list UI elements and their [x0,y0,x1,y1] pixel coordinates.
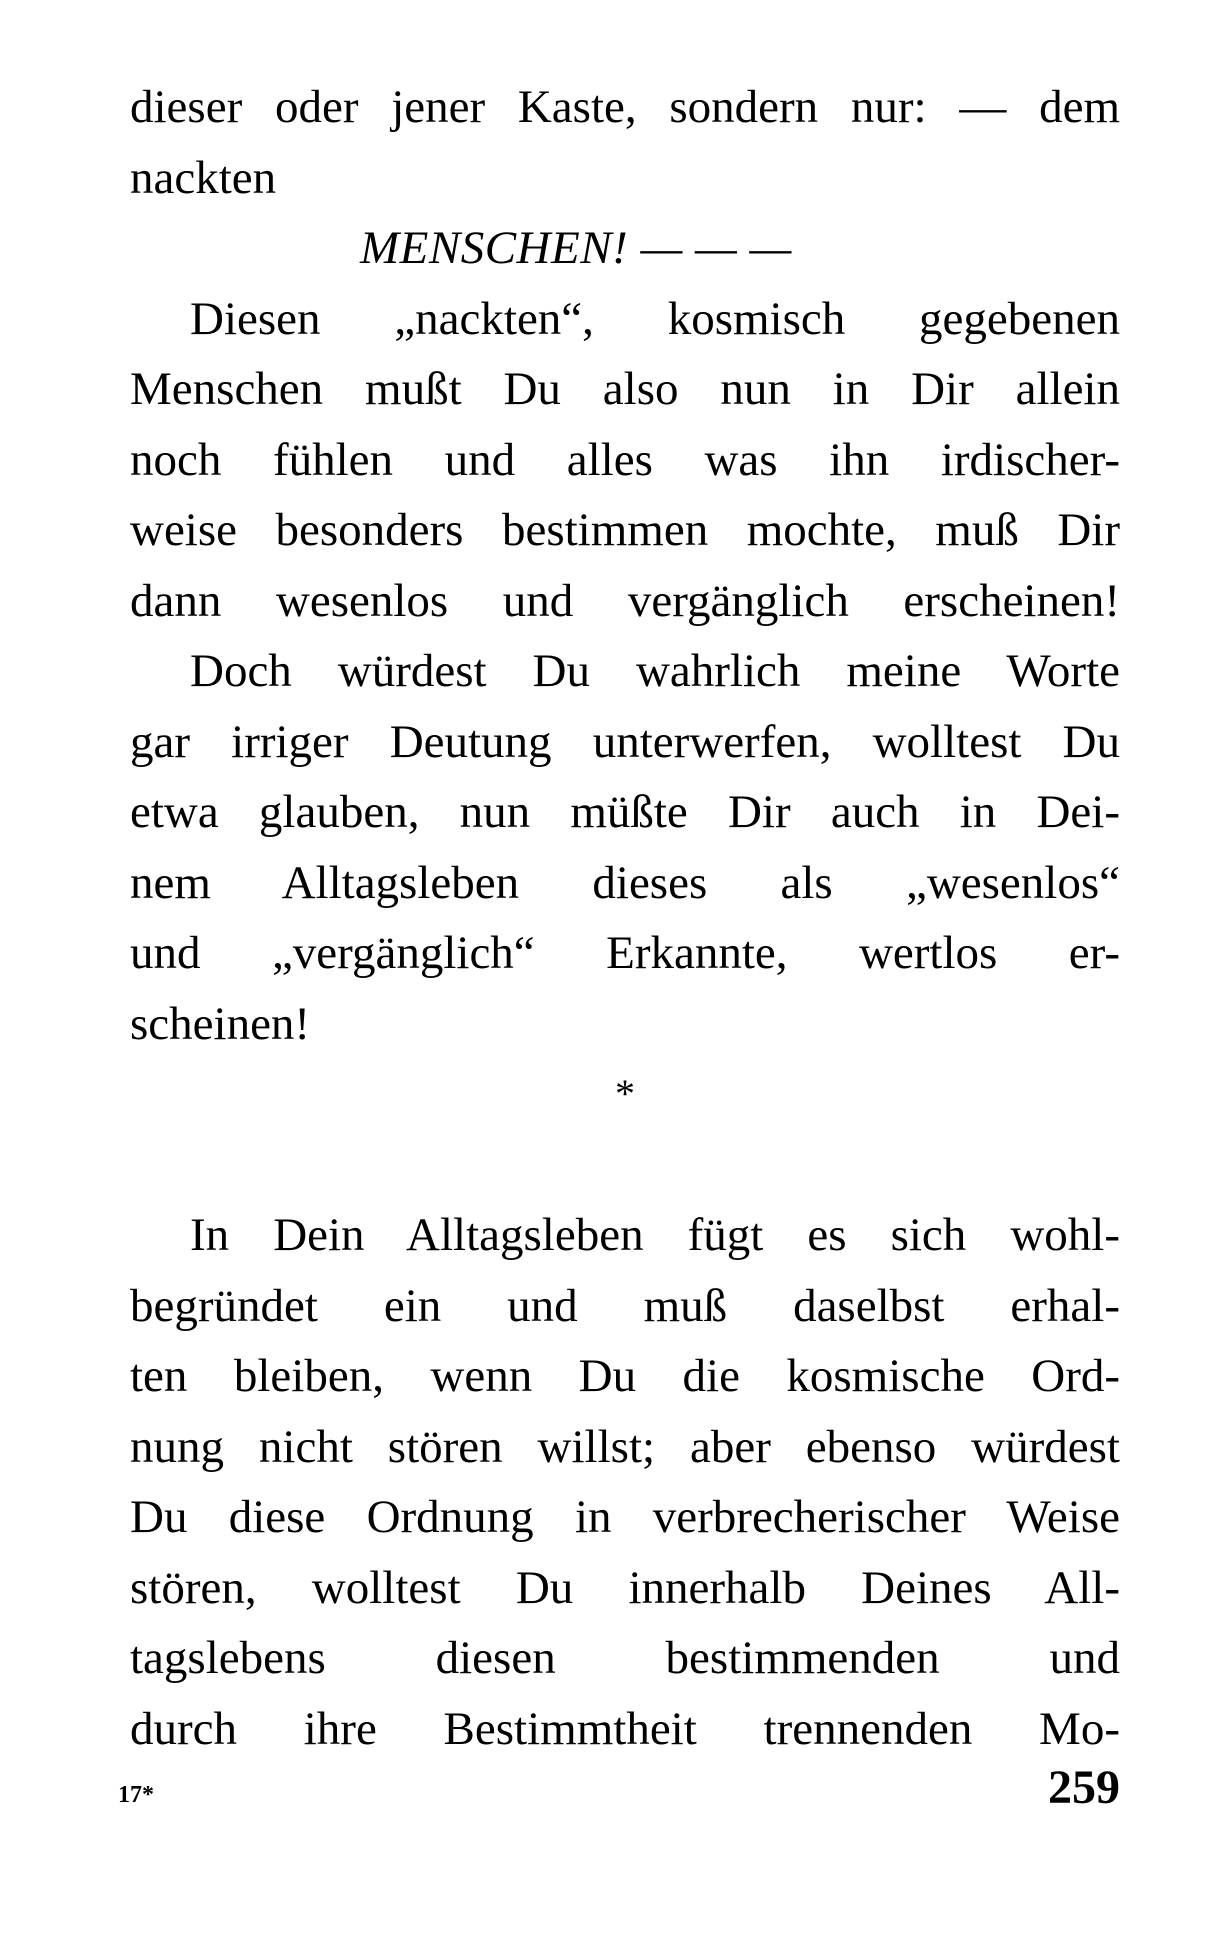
page-number: 259 [1048,1761,1120,1814]
text-line: Doch würdest Du wahrlich meine Worte [190,645,1120,697]
section-separator-asterisk: * [615,1071,635,1116]
text-line: dieser oder jener Kaste, sondern nur: — dem [130,81,1120,133]
text-line: gar irriger Deutung unterwerfen, wolltest Du [130,715,1120,768]
text-line: durch ihre Bestimmtheit trennenden Mo- [130,1702,1120,1755]
text-line: stören, wolltest Du innerhalb Deines All- [130,1561,1120,1614]
emphasis-heading: MENSCHEN! — — — [360,222,792,274]
text-line: nem Alltagsleben dieses als „wesenlos“ [130,856,1120,909]
text-line: weise besonders bestimmen mochte, muß Dir [130,504,1120,556]
text-line: tagslebens diesen bestimmenden und [130,1632,1120,1684]
text-line: Menschen mußt Du also nun in Dir allein [130,363,1120,415]
signature-mark: 17* [118,1782,154,1808]
text-line: ten bleiben, wenn Du die kosmische Ord- [130,1350,1120,1402]
text-line: und „vergänglich“ Erkannte, wertlos er- [130,927,1120,979]
text-line: scheinen! [130,997,311,1050]
text-line: noch fühlen und alles was ihn irdischer- [130,433,1120,486]
body-text [130,72,1120,1764]
text-line: nung nicht stören willst; aber ebenso würdest [130,1420,1120,1473]
text-line: begründet ein und muß daselbst erhal- [130,1279,1120,1332]
blank-line [130,1130,1120,1201]
text-line: dann wesenlos und vergänglich erscheinen! [130,574,1120,627]
text-line: In Dein Alltagsleben fügt es sich wohl- [190,1209,1120,1261]
text-line: nackten [130,151,277,204]
text-line: etwa glauben, nun müßte Dir auch in Dei- [130,786,1120,838]
text-line: Diesen „nackten“, kosmisch gegebenen [190,292,1120,345]
text-line: Du diese Ordnung in verbrecherischer Weise [130,1491,1120,1543]
